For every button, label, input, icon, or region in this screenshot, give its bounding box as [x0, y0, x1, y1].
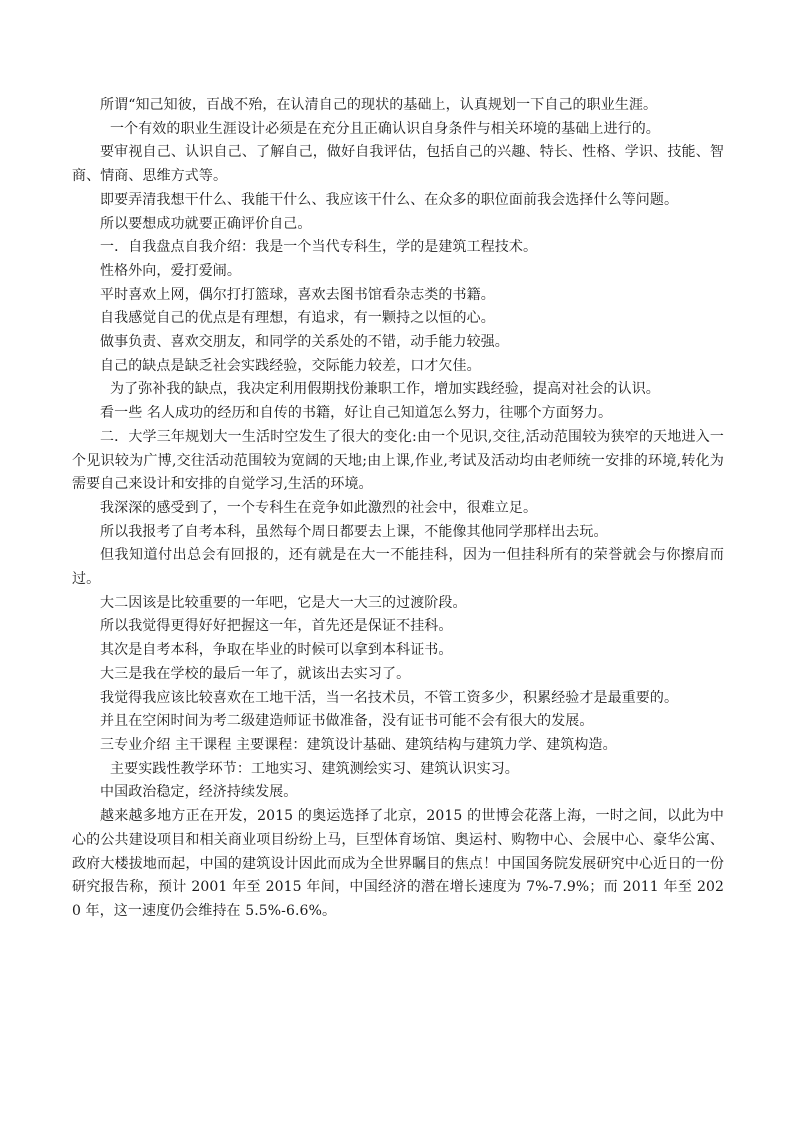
paragraph-worksite: 我觉得我应该比较喜欢在工地干活，当一名技术员，不管工资多少，积累经验才是最重要的。 — [100, 689, 679, 706]
paragraph-development: 越来越多地方正在开发，2015 的奥运选择了北京，2015 的世博会花落上海，一时之间，以此为中心的公共建设项目和相关商业项目纷纷上马，巨型体育场馆、奥运村、购物中心、会展中心、豪华公寓、政府大楼拔地而起，中国的建筑设计因此而成为全世界瞩目的焦点！中国国务院发展研究中心近日的一份研究报告称，预计 2001 年至 2015 年间，中国经济的潜在增长速度为 7%-7.9%；而 2011 年至 2020 年，这一速度仍会维持在 5.5%-6.6%。 — [72, 808, 724, 919]
section-three-heading: 三专业介绍 主干课程 主要课程：建筑设计基础、建筑结构与建筑力学、建筑构造。 — [100, 736, 617, 753]
paragraph-practice: 主要实践性教学环节：工地实习、建筑测绘实习、建筑认识实习。 — [110, 760, 519, 777]
paragraph-reward: 但我知道付出总会有回报的，还有就是在大一不能挂科，因为一但挂科所有的荣誉就会与你擦肩而过。 — [72, 547, 724, 588]
paragraph-weaknesses: 自己的缺点是缺乏社会实践经验，交际能力较差，口才欠佳。 — [100, 357, 481, 374]
paragraph-sophomore: 大二因该是比较重要的一年吧，它是大一大三的过渡阶段。 — [100, 594, 467, 611]
paragraph-self-exam: 所以我报考了自考本科，虽然每个周日都要去上课，不能像其他同学那样出去玩。 — [100, 523, 608, 540]
paragraph-career-design: 一个有效的职业生涯设计必须是在充分且正确认识自身条件与相关环境的基础上进行的。 — [110, 120, 660, 137]
paragraph-constructor-exam: 并且在空闲时间为考二级建造师证书做准备，没有证书可能不会有很大的发展。 — [100, 713, 594, 730]
paragraph-stability: 中国政治稳定，经济持续发展。 — [100, 784, 298, 801]
paragraph-responsibility: 做事负责、喜欢交朋友，和同学的关系处的不错，动手能力较强。 — [100, 334, 509, 351]
section-one-heading: 一．自我盘点自我介绍：我是一个当代专科生，学的是建筑工程技术。 — [100, 239, 538, 256]
section-two-heading: 二．大学三年规划大一生活时空发生了很大的变化:由一个见识,交往,活动范围较为狭窄的天地进入一个见识较为广博,交往活动范围较为宽阔的天地;由上课,作业,考试及活动均由老师统一安排的环境,转化为需要自己来设计和安排的自觉学习,生活的环境。 — [72, 428, 724, 493]
paragraph-competition: 我深深的感受到了，一个专科生在竞争如此激烈的社会中，很难立足。 — [100, 499, 538, 516]
paragraph-improvement: 为了弥补我的缺点，我决定利用假期找份兼职工作，增加实践经验，提高对社会的认识。 — [110, 381, 660, 398]
paragraph-self-assessment: 要审视自己、认识自己、了解自己，做好自我评估，包括自己的兴趣、特长、性格、学识、技能、智商、情商、思维方式等。 — [72, 144, 724, 185]
paragraph-personality: 性格外向，爱打爱闹。 — [100, 262, 241, 279]
paragraph-know-yourself: 所谓“知己知彼，百战不殆，在认清自己的现状的基础上，认真规划一下自己的职业生涯。 — [100, 97, 658, 113]
paragraph-certificate: 其次是自考本科，争取在毕业的时候可以拿到本科证书。 — [100, 642, 453, 659]
document-page — [72, 94, 724, 924]
paragraph-questions: 即要弄清我想干什么、我能干什么、我应该干什么、在众多的职位面前我会选择什么等问题。 — [100, 191, 679, 208]
paragraph-evaluate-self: 所以要想成功就要正确评价自己。 — [100, 215, 312, 232]
paragraph-junior: 大三是我在学校的最后一年了，就该出去实习了。 — [100, 665, 411, 682]
paragraph-strengths: 自我感觉自己的优点是有理想，有追求，有一颗持之以恒的心。 — [100, 310, 495, 327]
paragraph-hobbies: 平时喜欢上网，偶尔打打篮球，喜欢去图书馆看杂志类的书籍。 — [100, 286, 495, 303]
paragraph-reading: 看一些 名人成功的经历和自传的书籍，好让自己知道怎么努力，往哪个方面努力。 — [100, 405, 613, 422]
paragraph-grasp-year: 所以我觉得更得好好把握这一年，首先还是保证不挂科。 — [100, 618, 453, 635]
